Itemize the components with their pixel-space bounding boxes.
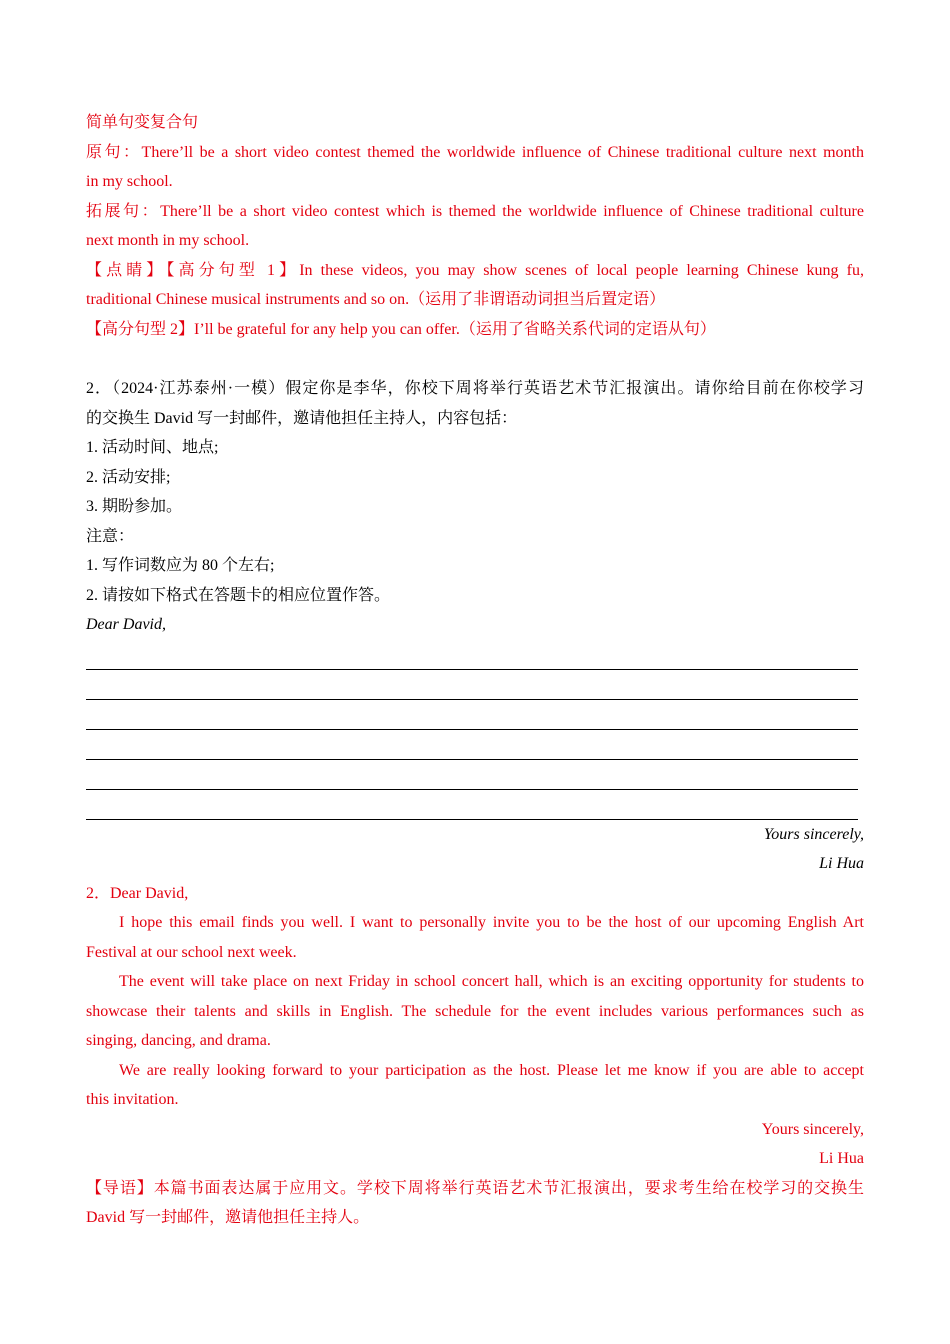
original-sentence-cont: in my school. (86, 173, 173, 190)
answer-paragraph-1-cont: Festival at our school next week. (86, 943, 297, 961)
notice-label: 注意： (86, 527, 135, 545)
question-prompt-cont: 的交换生 David 写一封邮件，邀请他担任主持人，内容包括： (86, 409, 518, 427)
answer-blank-line (86, 760, 858, 790)
answer-closing: Yours sincerely, (761, 1120, 864, 1138)
guide-text: 【导语】本篇书面表达属于应用文。学校下周将举行英语艺术节汇报演出，要求考生给在校学习的交换生 (86, 1179, 864, 1197)
answer-blank-line (86, 700, 858, 730)
answer-paragraph-1: I hope this email finds you well. I want to personally invite you to be the host of our upcoming English Art (119, 914, 864, 931)
letter-closing: Yours sincerely, (763, 825, 864, 843)
question-prompt: 2．（2024·江苏泰州·一模）假定你是李华，你校下周将举行英语艺术节汇报演出。请你给目前在你校学习 (86, 380, 864, 397)
letter-salutation: Dear David, (86, 616, 166, 633)
notice-item: 2. 请按如下格式在答题卡的相应位置作答。 (86, 586, 391, 604)
notice-item: 1. 写作词数应为 80 个左右; (86, 557, 275, 574)
answer-salutation: 2．Dear David, (86, 884, 189, 902)
answer-paragraph-2: The event will take place on next Friday in school concert hall, which is an exciting opportunity for students to (119, 973, 864, 990)
answer-paragraph-2-cont: showcase their talents and skills in English. The schedule for the event includes various performances such as (86, 1002, 864, 1020)
answer-blank-line (86, 670, 858, 700)
highlight-sentence-2: 【高分句型 2】I’ll be grateful for any help you can offer.（运用了省略关系代词的定语从句） (86, 320, 716, 338)
notes-heading: 简单句变复合句 (86, 114, 199, 131)
section-spacer (86, 344, 864, 374)
requirement-item: 1. 活动时间、地点; (86, 439, 219, 456)
answer-paragraph-3: We are really looking forward to your participation as the host. Please let me know if you are able to accept (119, 1061, 864, 1079)
requirement-item: 3. 期盼参加。 (86, 498, 183, 515)
answer-blank-line (86, 730, 858, 760)
requirement-item: 2. 活动安排; (86, 468, 171, 486)
document-page (86, 108, 864, 1233)
original-sentence: 原句：There’ll be a short video contest themed the worldwide influence of Chinese traditional culture next month (86, 143, 864, 161)
extended-sentence-cont: next month in my school. (86, 232, 250, 249)
highlight-sentence-1-cont: traditional Chinese musical instruments and so on.（运用了非谓语动词担当后置定语） (86, 291, 666, 308)
letter-signature: Li Hua (819, 855, 864, 872)
answer-signature: Li Hua (819, 1150, 864, 1167)
extended-sentence: 拓展句：There’ll be a short video contest which is themed the worldwide influence of Chinese traditional culture (86, 202, 864, 220)
highlight-sentence-1: 【点睛】【高分句型 1】In these videos, you may show scenes of local people learning Chinese kung fu, (86, 261, 864, 279)
answer-paragraph-2-end: singing, dancing, and drama. (86, 1032, 271, 1049)
answer-paragraph-3-cont: this invitation. (86, 1091, 179, 1108)
answer-blank-line (86, 790, 858, 820)
guide-text-cont: David 写一封邮件，邀请他担任主持人。 (86, 1209, 370, 1226)
answer-blank-line (86, 640, 858, 670)
answer-lines (86, 640, 864, 820)
